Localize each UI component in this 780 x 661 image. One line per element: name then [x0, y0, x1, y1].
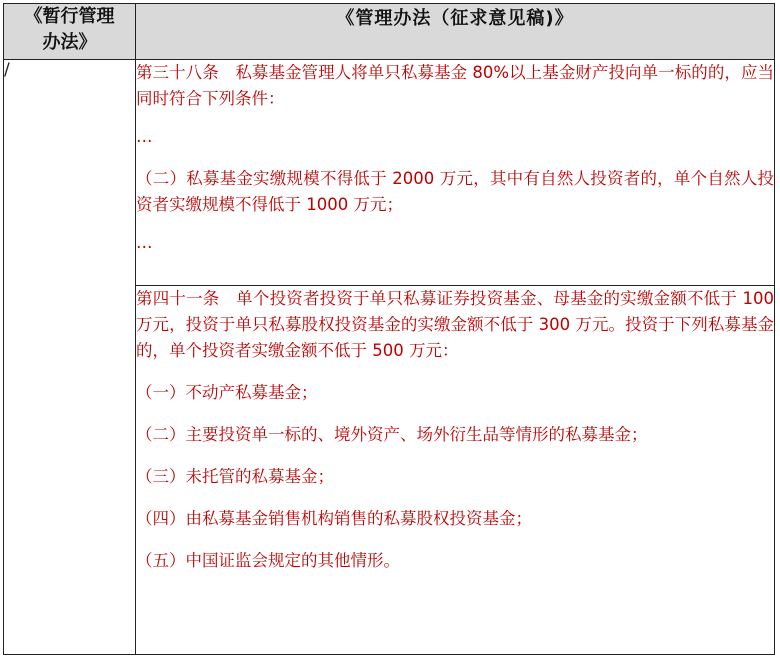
article-38-item-2: （二）私募基金实缴规模不得低于 2000 万元，其中有自然人投资者的，单个自然人投资者实缴规模不得低于 1000 万元； [136, 169, 774, 214]
article-41-item-3: （三）未托管的私募基金； [136, 467, 334, 486]
old-rules-header [4, 4, 136, 60]
regulation-comparison-table [3, 3, 775, 655]
old-rules-header-line2: 办法》 [42, 32, 97, 53]
old-rules-cell: / [4, 60, 136, 655]
article-41-item-2: （二）主要投资单一标的、境外资产、场外衍生品等情形的私募基金； [136, 425, 648, 444]
article-41-item-1: （一）不动产私募基金； [136, 383, 318, 402]
article-41-intro: 第四十一条 单个投资者投资于单只私募证券投资基金、母基金的实缴金额不低于 100 万元，投资于单只私募股权投资基金的实缴金额不低于 300 万元。投资于下列私募基金的，单个投资者实缴金额不低于 500 万元： [136, 289, 774, 360]
table-row-article-38 [4, 60, 775, 286]
article-41-cell [136, 286, 775, 655]
article-38-intro: 第三十八条 私募基金管理人将单只私募基金 80%以上基金财产投向单一标的的，应当同时符合下列条件： [136, 63, 774, 108]
table-header-row [4, 4, 775, 60]
old-rules-header-line1: 《暂行管理 [24, 6, 115, 27]
article-38-ellipsis-1: … [136, 127, 153, 146]
article-41-item-5: （五）中国证监会规定的其他情形。 [136, 551, 400, 570]
article-38-ellipsis-2: … [136, 233, 153, 252]
article-41-item-4: （四）由私募基金销售机构销售的私募股权投资基金； [136, 509, 532, 528]
new-rules-header: 《管理办法（征求意见稿)》 [136, 4, 775, 60]
article-38-cell [136, 60, 775, 286]
